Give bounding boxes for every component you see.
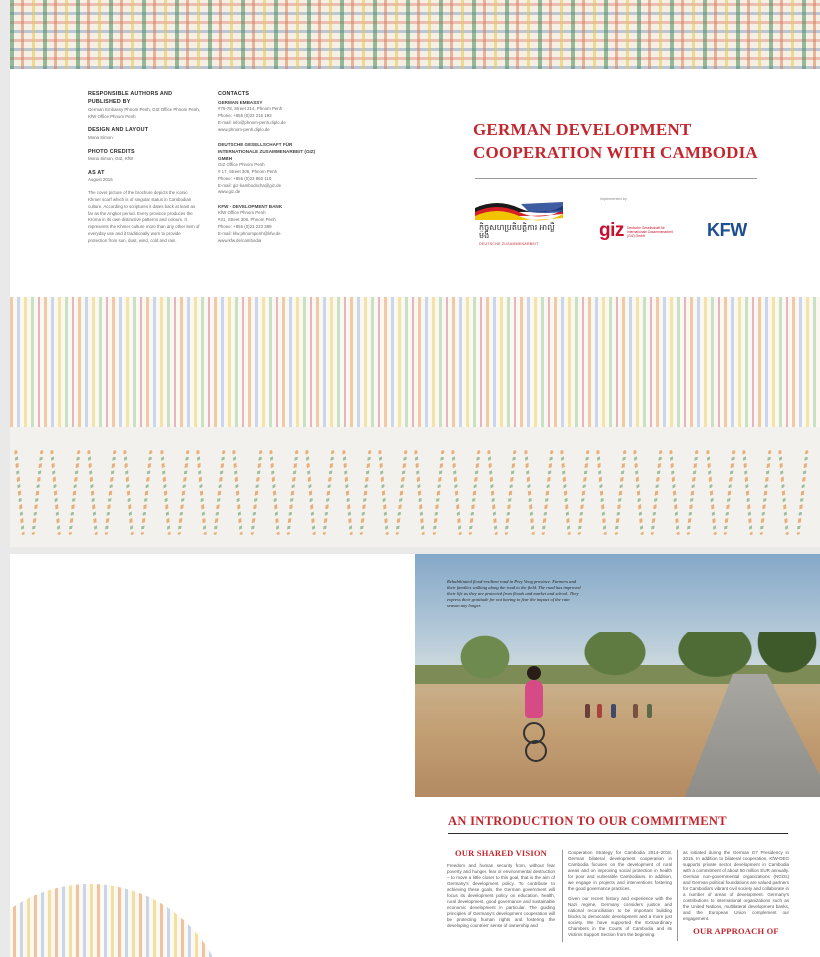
- text-column-1: [447, 850, 555, 933]
- scarf-fabric-image-top: [10, 0, 820, 69]
- photo-caption: Rehabilitated flood-resilient road in Prey Veng province. Farmers and their families walking along the road to the field. The road has improved their life as they are protected from floods and market and school. They express their gratitude for not having to fear the impact of the rain season any longer.: [447, 579, 581, 608]
- cover-spread: [10, 0, 820, 547]
- introduction-spread: [10, 554, 820, 957]
- as-at-text: August 2016: [88, 177, 113, 183]
- authors-heading: RESPONSIBLE AUTHORS AND PUBLISHED BY: [88, 91, 173, 106]
- kfw-contact: KfW Office Phnom Penh #31, Street 306, Phnom Penh Phone: +855 (0)23 223 389 E-mail: kfw.phnompenh@kfw.de www.kfw.de/cambodia: [218, 210, 281, 243]
- road-photo: [415, 554, 820, 797]
- intro-title: AN INTRODUCTION TO OUR COMMITMENT: [448, 814, 727, 828]
- engagement-paragraph: as initiated during the German G7 Presidency in 2015. In addition to bilateral cooperation, KfW-DEG supports private sector development in Cambodia with a commitment of about 50 million EUR annually. German non-governmental organizations (NGOs) and German political foundations are valued partners for Cambodia's vibrant civil society and collaborate in a number of areas of development. Germany's contributions to international organizations such as the United Nations, multilateral development banks, and the European Union complement our engagement.: [683, 850, 789, 921]
- cover-title: [473, 118, 773, 164]
- german-cooperation-logo: [475, 200, 563, 248]
- title-divider: [475, 178, 757, 179]
- vision-paragraph: Freedom and human security from, without fear poverty and hunger, fear or environmental destruction – to move a little closer to this goal, that is the aim of Germany's development policy. To contribute to achieving these goals, the German government will focus its development policy on education, health, rural development, good governance and sustainable economic development in particular. The guiding principles of Germany's development cooperation will be protecting human rights and fostering the developing countries' sense of ownership and: [447, 863, 555, 928]
- cover-note: The cover picture of the brochure depicts the iconic Khmer scarf which is of singular status in Cambodian culture. According to scriptures it dates back at least as far as the Angkor period. Every province produces the Kroma in its own distinctive patterns and colours. It represents the Khmer culture more than any other item of everyday use and it traditionally worn to provide protection from sun, dust, wind, cold and rain.: [88, 190, 200, 243]
- giz-logo: giz: [599, 220, 624, 241]
- logo-german-text: DEUTSCHE ZUSAMMENARBEIT: [479, 242, 539, 246]
- giz-contact: GIZ Office Phnom Penh # 17, Street 306, Phnom Penh Phone: +855 (0)23 860 110 E-mail: giz-kambodscha@giz.de www.giz.de: [218, 162, 282, 195]
- kfw-logo: KFW: [707, 220, 747, 240]
- photo-person: [611, 704, 616, 718]
- shared-vision-heading: OUR SHARED VISION: [454, 848, 548, 858]
- text-column-2: [562, 850, 672, 942]
- cover-title-line-2: COOPERATION WITH CAMBODIA: [473, 143, 758, 162]
- giz-tagline: Deutsche Gesellschaft für Internationale Zusammenarbeit (GIZ) GmbH: [627, 226, 673, 239]
- embassy-contact: #76-78, Street 214, Phnom Penh Phone: +855 (0)23 216 193 E-mail: info@phnom-penh.diplo.de www.phnom-penh.diplo.de: [218, 106, 286, 132]
- authors-text: German Embassy Phnom Penh, GIZ Office Phnom Penh, KfW Office Phnom Penh: [88, 106, 200, 119]
- flag-ribbon-icon: [475, 200, 563, 222]
- as-at-heading: AS AT: [88, 169, 105, 176]
- design-heading: DESIGN AND LAYOUT: [88, 127, 149, 134]
- photo-cyclist: [513, 672, 557, 764]
- photo-person: [647, 704, 652, 718]
- history-paragraph: Given our recent history and experience with the Nazi regime, Germany considers justice and national reconciliation to be important building blocks to democratic development and a more just society. We have supported the Extraordinary Chambers in the Courts of Cambodia and its Victims Support Section from the beginning.: [568, 896, 672, 937]
- kfw-heading: KFW - DEVELOPMENT BANK: [218, 204, 283, 210]
- text-column-3: [677, 850, 789, 941]
- cyclist-head: [527, 666, 541, 680]
- design-text: Mona Simon: [88, 134, 113, 140]
- implemented-by-label: implemented by: [600, 197, 627, 201]
- photo-credits-heading: PHOTO CREDITS: [88, 148, 135, 155]
- contacts-heading: CONTACTS: [218, 91, 250, 97]
- giz-heading: DEUTSCHE GESELLSCHAFT FÜR INTERNATIONALE ZUSAMMENARBEIT (GIZ) GMBH: [218, 141, 316, 162]
- embassy-heading: GERMAN EMBASSY: [218, 100, 263, 106]
- scarf-fabric-corner-image: [10, 884, 230, 957]
- intro-divider: [448, 833, 788, 834]
- imprint-column-contacts: [218, 90, 322, 245]
- cyclist-body: [525, 680, 543, 718]
- cover-title-line-1: GERMAN DEVELOPMENT: [473, 120, 692, 139]
- approach-heading: OUR APPROACH OF: [693, 926, 779, 936]
- photo-person: [633, 704, 638, 718]
- photo-person: [597, 704, 602, 718]
- imprint-column-left: [88, 90, 200, 245]
- photo-person: [585, 704, 590, 718]
- strategy-paragraph: Cooperation Strategy for Cambodia 2014–2018. German bilateral development cooperation in Cambodia focuses on the development of rural areas and on improving social protection in health for poor and vulnerable Cambodians. In addition, we engage in projects and interventions fostering the good governance practices.: [568, 850, 672, 891]
- photo-credits-text: Mona Simon, GIZ, KfW: [88, 155, 134, 161]
- logo-khmer-text: កិច្ចសហប្រតិបត្តិការ អាល្លឺម៉ង់: [479, 223, 555, 240]
- bicycle-wheel: [525, 740, 547, 762]
